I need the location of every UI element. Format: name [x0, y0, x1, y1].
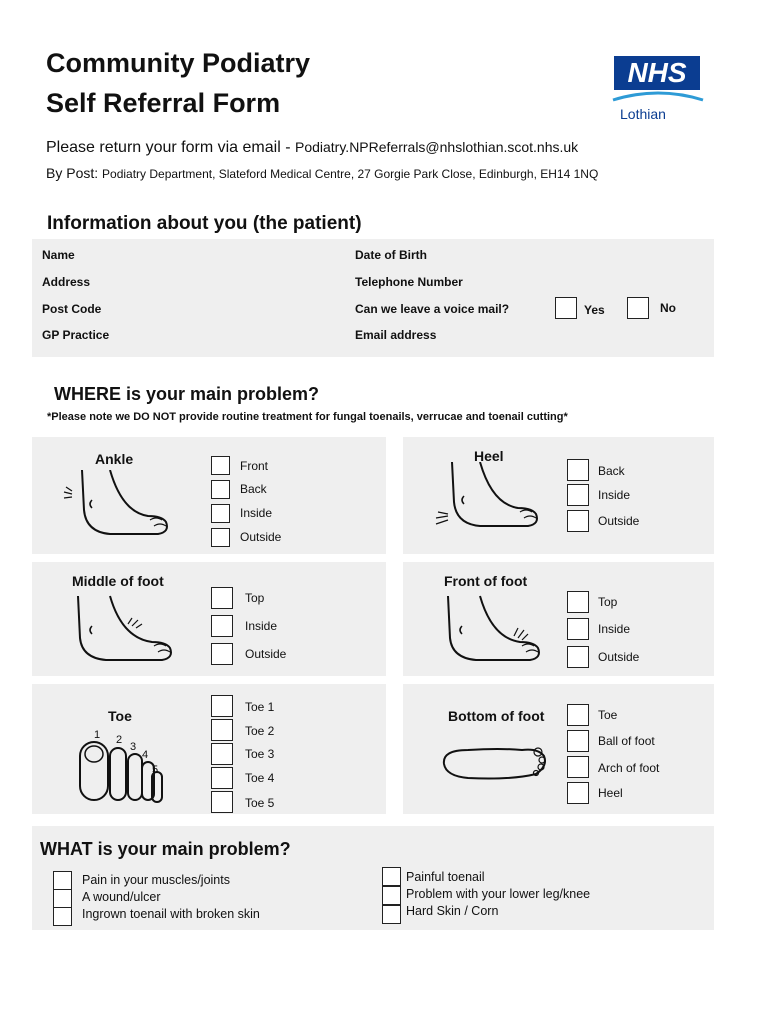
toe-4-checkbox[interactable] — [211, 767, 233, 789]
bottom-option: Arch of foot — [598, 761, 660, 775]
toe-option: Toe 2 — [245, 724, 275, 738]
what-heading: WHAT is your main problem? — [40, 839, 291, 859]
heel-option: Back — [598, 464, 625, 478]
name-label: Name — [42, 248, 75, 262]
voicemail-no-label: No — [660, 301, 676, 315]
bottom-option: Toe — [598, 708, 618, 722]
where-heading: WHERE is your main problem? — [54, 384, 320, 404]
where-note: *Please note we DO NOT provide routine treatment for fungal toenails, verrucae and toenail cutting* — [47, 411, 568, 423]
what-right-checkbox-3[interactable] — [382, 905, 401, 924]
heel-title: Heel — [474, 448, 504, 464]
toe-3-checkbox[interactable] — [211, 743, 233, 765]
toe-option: Toe 1 — [245, 700, 275, 714]
midfoot-title: Middle of foot — [72, 573, 164, 589]
what-left-option: Ingrown toenail with broken skin — [82, 907, 260, 921]
ankle-option: Outside — [240, 530, 282, 544]
post-line — [46, 165, 598, 181]
patient-heading: Information about you (the patient) — [47, 213, 362, 234]
frontfoot-outside-checkbox[interactable] — [567, 646, 589, 668]
ankle-option: Inside — [240, 506, 273, 520]
nhs-logo: NHS — [614, 56, 700, 90]
sole-icon — [438, 742, 550, 782]
ankle-title: Ankle — [95, 451, 134, 467]
nhs-wave-icon — [611, 90, 705, 106]
what-right-option: Problem with your lower leg/knee — [406, 887, 591, 901]
toe-number: 1 — [94, 729, 101, 741]
toe-option: Toe 5 — [245, 796, 275, 810]
nhs-logo-sub: Lothian — [620, 106, 666, 122]
midfoot-top-checkbox[interactable] — [211, 587, 233, 609]
bottom-option: Ball of foot — [598, 734, 655, 748]
frontfoot-option: Outside — [598, 650, 640, 664]
bottom-toe-checkbox[interactable] — [567, 704, 589, 726]
heel-back-checkbox[interactable] — [567, 459, 589, 481]
ankle-inside-checkbox[interactable] — [211, 504, 230, 523]
frontfoot-option: Top — [598, 595, 618, 609]
what-left-option: Pain in your muscles/joints — [82, 873, 230, 887]
toe-number: 3 — [130, 741, 137, 753]
bottom-option: Heel — [598, 786, 623, 800]
phone-label: Telephone Number — [355, 275, 463, 289]
toe-option: Toe 4 — [245, 771, 275, 785]
post-address: Podiatry Department, Slateford Medical Centre, 27 Gorgie Park Close, Edinburgh, EH14 1NQ — [102, 167, 599, 181]
bottom-arch-checkbox[interactable] — [567, 756, 589, 778]
post-prefix: By Post: — [46, 165, 103, 181]
toe-title: Toe — [108, 708, 132, 724]
midfoot-option: Top — [245, 591, 265, 605]
heel-option: Inside — [598, 488, 631, 502]
heel-foot-icon — [432, 462, 544, 534]
frontfoot-title: Front of foot — [444, 573, 528, 589]
bottom-heel-checkbox[interactable] — [567, 782, 589, 804]
form-title-line2: Self Referral Form — [46, 88, 281, 118]
what-left-checkbox-3[interactable] — [53, 907, 72, 926]
voicemail-yes-checkbox[interactable] — [555, 297, 577, 319]
what-left-checkbox-1[interactable] — [53, 871, 72, 890]
ankle-option: Back — [240, 482, 267, 496]
return-email[interactable]: Podiatry.NPReferrals@nhslothian.scot.nhs.uk — [294, 139, 579, 155]
voicemail-label: Can we leave a voice mail? — [355, 302, 510, 316]
voicemail-yes-label: Yes — [584, 303, 605, 317]
form-title-line1: Community Podiatry — [46, 48, 311, 78]
postcode-label: Post Code — [42, 302, 102, 316]
return-line — [46, 139, 578, 157]
midfoot-option: Inside — [245, 619, 278, 633]
toe-option: Toe 3 — [245, 747, 275, 761]
ankle-option: Front — [240, 459, 269, 473]
what-right-checkbox-2[interactable] — [382, 886, 401, 905]
toe-number: 5 — [152, 764, 159, 776]
dob-label: Date of Birth — [355, 248, 427, 262]
heel-inside-checkbox[interactable] — [567, 484, 589, 506]
midfoot-outside-checkbox[interactable] — [211, 643, 233, 665]
frontfoot-foot-icon — [434, 594, 546, 666]
what-left-checkbox-2[interactable] — [53, 889, 72, 908]
midfoot-option: Outside — [245, 647, 287, 661]
return-prefix: Please return your form via email - — [46, 139, 295, 156]
voicemail-no-checkbox[interactable] — [627, 297, 649, 319]
frontfoot-inside-checkbox[interactable] — [567, 618, 589, 640]
ankle-back-checkbox[interactable] — [211, 480, 230, 499]
bottom-ball-checkbox[interactable] — [567, 730, 589, 752]
midfoot-inside-checkbox[interactable] — [211, 615, 233, 637]
toe-1-checkbox[interactable] — [211, 695, 233, 717]
what-right-checkbox-1[interactable] — [382, 867, 401, 886]
midfoot-foot-icon — [66, 594, 178, 666]
toe-number: 4 — [142, 749, 149, 761]
gp-label: GP Practice — [42, 328, 110, 342]
ankle-outside-checkbox[interactable] — [211, 528, 230, 547]
toe-5-checkbox[interactable] — [211, 791, 233, 813]
heel-option: Outside — [598, 514, 640, 528]
what-right-option: Hard Skin / Corn — [406, 904, 499, 918]
ankle-foot-icon — [62, 470, 174, 542]
toe-2-checkbox[interactable] — [211, 719, 233, 741]
email-label: Email address — [355, 328, 437, 342]
address-label: Address — [42, 275, 91, 289]
ankle-front-checkbox[interactable] — [211, 456, 230, 475]
heel-outside-checkbox[interactable] — [567, 510, 589, 532]
what-left-option: A wound/ulcer — [82, 890, 161, 904]
frontfoot-top-checkbox[interactable] — [567, 591, 589, 613]
what-right-option: Painful toenail — [406, 870, 485, 884]
bottom-title: Bottom of foot — [448, 708, 545, 724]
frontfoot-option: Inside — [598, 622, 631, 636]
toe-number: 2 — [116, 734, 123, 746]
